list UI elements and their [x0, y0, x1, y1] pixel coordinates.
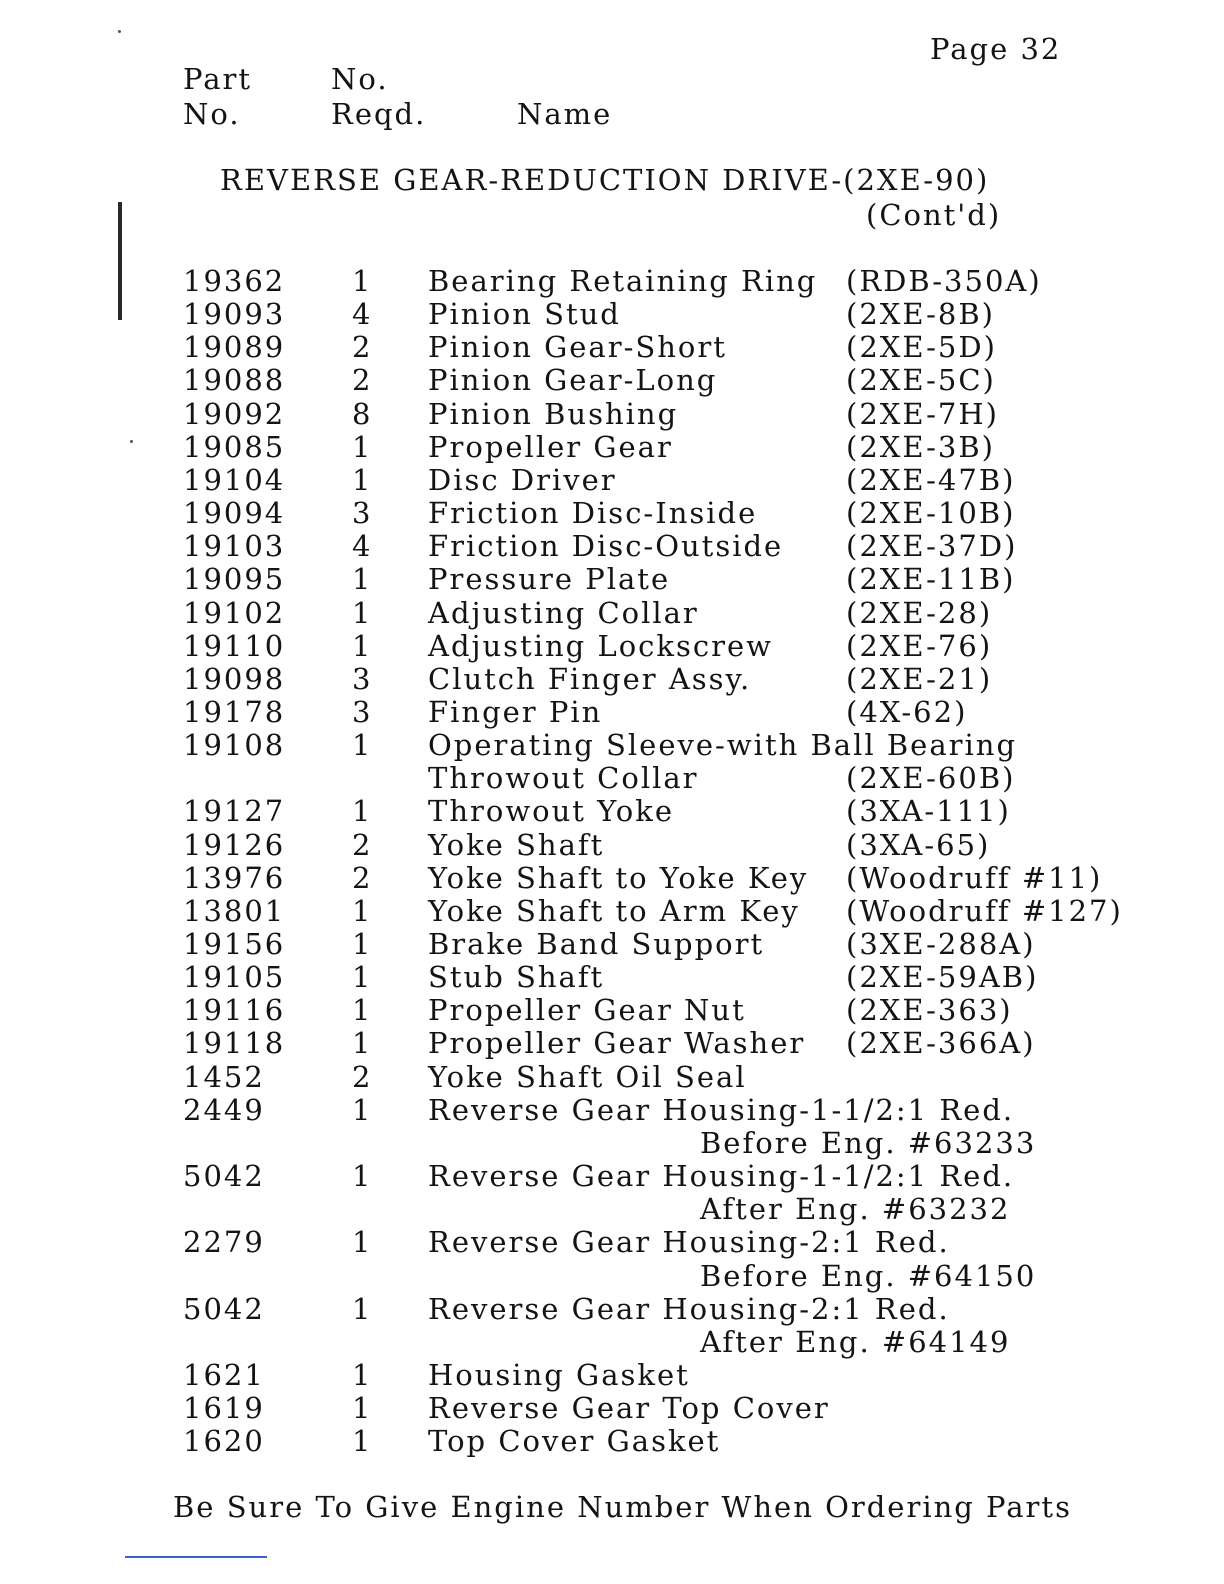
part-name: Pinion Gear-Long — [428, 363, 718, 398]
part-number: 19156 — [183, 927, 286, 961]
part-reference: (Woodruff #11) — [846, 860, 1103, 895]
quantity-required: 3 — [352, 694, 373, 729]
quantity-required: 1 — [352, 429, 373, 464]
part-reference: (2XE-8B) — [846, 297, 995, 332]
header-part-line1: Part — [183, 62, 253, 96]
table-row — [0, 761, 1224, 794]
quantity-required: 1 — [352, 1291, 373, 1326]
part-name: Propeller Gear Nut — [428, 993, 746, 1028]
part-number: 1452 — [183, 1059, 265, 1094]
section-continued: (Cont'd) — [866, 198, 1002, 232]
part-name: Reverse Gear Housing-1-1/2:1 Red. — [428, 1159, 1015, 1194]
part-name: Pinion Gear-Short — [428, 330, 727, 365]
part-reference: (RDB-350A) — [846, 264, 1042, 298]
table-row — [0, 1026, 1224, 1059]
header-reqd-line2: Reqd. — [331, 97, 427, 131]
quantity-required: 2 — [352, 363, 373, 398]
part-reference: (2XE-5C) — [846, 363, 996, 398]
engine-note: Before Eng. #63233 — [700, 1125, 1037, 1160]
table-row — [0, 297, 1224, 330]
part-name: Throwout Yoke — [428, 794, 674, 829]
table-row — [0, 1391, 1224, 1424]
part-number: 19126 — [183, 827, 286, 862]
part-reference: (3XE-288A) — [846, 927, 1036, 961]
part-number: 2279 — [183, 1225, 265, 1260]
part-reference: (2XE-10B) — [846, 496, 1016, 531]
quantity-required: 4 — [352, 529, 373, 564]
quantity-required: 1 — [352, 1026, 373, 1061]
part-number: 19118 — [183, 1026, 286, 1061]
part-number: 19108 — [183, 728, 286, 763]
table-row — [0, 629, 1224, 662]
table-row — [0, 861, 1224, 894]
part-number: 19092 — [183, 396, 286, 431]
engine-note: Before Eng. #64150 — [700, 1258, 1037, 1293]
part-number: 19103 — [183, 529, 286, 564]
part-reference: (2XE-60B) — [846, 761, 1016, 796]
quantity-required: 1 — [352, 562, 373, 597]
engine-note: After Eng. #64149 — [700, 1324, 1011, 1359]
part-name: Yoke Shaft to Yoke Key — [428, 860, 809, 895]
part-number: 19178 — [183, 694, 286, 729]
part-name: Pinion Bushing — [428, 396, 679, 431]
part-name: Stub Shaft — [428, 960, 605, 995]
part-number: 19085 — [183, 429, 286, 464]
quantity-required: 1 — [352, 960, 373, 995]
part-number: 1621 — [183, 1357, 265, 1392]
part-reference: (3XA-65) — [846, 827, 991, 862]
part-reference: (2XE-366A) — [846, 1026, 1036, 1061]
quantity-required: 2 — [352, 860, 373, 895]
page-number: Page 32 — [930, 32, 1062, 66]
part-name: Friction Disc-Outside — [428, 529, 784, 564]
table-row — [0, 960, 1224, 993]
part-reference: (Woodruff #127) — [846, 893, 1123, 928]
part-name: Reverse Gear Housing-2:1 Red. — [428, 1291, 950, 1326]
table-row — [0, 662, 1224, 695]
part-number: 2449 — [183, 1092, 265, 1127]
quantity-required: 1 — [352, 628, 373, 663]
part-number: 19362 — [183, 264, 286, 298]
table-row — [0, 1159, 1224, 1192]
table-row — [0, 728, 1224, 761]
part-reference: (2XE-59AB) — [846, 960, 1039, 995]
part-name: Reverse Gear Top Cover — [428, 1391, 830, 1426]
table-row — [0, 1225, 1224, 1258]
table-row — [0, 330, 1224, 363]
part-number: 5042 — [183, 1159, 265, 1194]
scan-speck — [118, 30, 121, 33]
quantity-required: 8 — [352, 396, 373, 431]
quantity-required: 1 — [352, 993, 373, 1028]
part-number: 1619 — [183, 1391, 265, 1426]
table-row — [0, 993, 1224, 1026]
part-name: Friction Disc-Inside — [428, 496, 758, 531]
table-row — [0, 1126, 1224, 1159]
part-number: 19110 — [183, 628, 286, 663]
part-name: Housing Gasket — [428, 1357, 690, 1392]
part-reference: (2XE-11B) — [846, 562, 1016, 597]
part-name: Throwout Collar — [428, 761, 699, 796]
part-name: Yoke Shaft — [428, 827, 605, 862]
part-name: Clutch Finger Assy. — [428, 661, 752, 696]
table-row — [0, 363, 1224, 396]
part-name: Yoke Shaft to Arm Key — [428, 893, 800, 928]
part-number: 19088 — [183, 363, 286, 398]
part-reference: (3XA-111) — [846, 794, 1011, 829]
part-name: Disc Driver — [428, 462, 617, 497]
quantity-required: 2 — [352, 330, 373, 365]
quantity-required: 1 — [352, 728, 373, 763]
part-name: Top Cover Gasket — [428, 1424, 721, 1459]
part-number: 13976 — [183, 860, 286, 895]
table-row — [0, 1292, 1224, 1325]
quantity-required: 2 — [352, 1059, 373, 1094]
quantity-required: 1 — [352, 1225, 373, 1260]
quantity-required: 1 — [352, 1357, 373, 1392]
table-row — [0, 1060, 1224, 1093]
quantity-required: 3 — [352, 496, 373, 531]
table-row — [0, 1358, 1224, 1391]
header-name: Name — [517, 97, 613, 131]
quantity-required: 3 — [352, 661, 373, 696]
part-number: 1620 — [183, 1424, 265, 1459]
header-reqd-line1: No. — [331, 62, 389, 96]
table-row — [0, 794, 1224, 827]
part-reference: (2XE-76) — [846, 628, 993, 663]
part-number: 19127 — [183, 794, 286, 829]
part-name: Reverse Gear Housing-1-1/2:1 Red. — [428, 1092, 1015, 1127]
part-reference: (2XE-37D) — [846, 529, 1018, 564]
part-name: Adjusting Collar — [428, 595, 699, 630]
table-row — [0, 1192, 1224, 1225]
table-row — [0, 1259, 1224, 1292]
table-row — [0, 463, 1224, 496]
table-row — [0, 1093, 1224, 1126]
quantity-required: 1 — [352, 1092, 373, 1127]
part-name: Brake Band Support — [428, 927, 765, 961]
quantity-required: 1 — [352, 927, 373, 961]
part-name: Pinion Stud — [428, 297, 621, 332]
table-row — [0, 828, 1224, 861]
quantity-required: 1 — [352, 595, 373, 630]
part-name: Operating Sleeve-with Ball Bearing — [428, 728, 1018, 763]
part-number: 19094 — [183, 496, 286, 531]
part-name: Propeller Gear Washer — [428, 1026, 806, 1061]
part-number: 19089 — [183, 330, 286, 365]
quantity-required: 4 — [352, 297, 373, 332]
part-name: Finger Pin — [428, 694, 603, 729]
part-name: Propeller Gear — [428, 429, 673, 464]
part-name: Yoke Shaft Oil Seal — [428, 1059, 747, 1094]
part-reference: (2XE-21) — [846, 661, 993, 696]
table-row — [0, 1424, 1224, 1457]
table-row — [0, 927, 1224, 960]
quantity-required: 1 — [352, 264, 373, 298]
part-reference: (2XE-47B) — [846, 462, 1016, 497]
section-title: REVERSE GEAR-REDUCTION DRIVE-(2XE-90) — [220, 163, 990, 197]
quantity-required: 1 — [352, 1391, 373, 1426]
table-row — [0, 596, 1224, 629]
part-reference: (2XE-7H) — [846, 396, 999, 431]
part-number: 13801 — [183, 893, 286, 928]
part-number: 5042 — [183, 1291, 265, 1326]
quantity-required: 1 — [352, 794, 373, 829]
quantity-required: 1 — [352, 1424, 373, 1459]
part-reference: (2XE-363) — [846, 993, 1013, 1028]
part-name: Reverse Gear Housing-2:1 Red. — [428, 1225, 950, 1260]
part-number: 19098 — [183, 661, 286, 696]
quantity-required: 1 — [352, 893, 373, 928]
header-part-line2: No. — [183, 97, 241, 131]
part-number: 19093 — [183, 297, 286, 332]
part-number: 19102 — [183, 595, 286, 630]
part-reference: (2XE-3B) — [846, 429, 995, 464]
table-row — [0, 397, 1224, 430]
part-name: Adjusting Lockscrew — [428, 628, 773, 663]
table-row — [0, 695, 1224, 728]
part-reference: (2XE-5D) — [846, 330, 997, 365]
part-number: 19116 — [183, 993, 286, 1028]
part-reference: (2XE-28) — [846, 595, 993, 630]
engine-note: After Eng. #63232 — [700, 1192, 1011, 1227]
quantity-required: 2 — [352, 827, 373, 862]
table-row — [0, 529, 1224, 562]
table-row — [0, 496, 1224, 529]
quantity-required: 1 — [352, 462, 373, 497]
table-row — [0, 894, 1224, 927]
part-reference: (4X-62) — [846, 694, 968, 729]
table-row — [0, 1325, 1224, 1358]
bottom-rule — [125, 1556, 267, 1558]
part-name: Pressure Plate — [428, 562, 671, 597]
part-number: 19105 — [183, 960, 286, 995]
table-row — [0, 264, 1224, 297]
quantity-required: 1 — [352, 1159, 373, 1194]
table-row — [0, 562, 1224, 595]
part-number: 19095 — [183, 562, 286, 597]
table-row — [0, 430, 1224, 463]
part-number: 19104 — [183, 462, 286, 497]
part-name: Bearing Retaining Ring — [428, 264, 818, 298]
footer-note: Be Sure To Give Engine Number When Ordering Parts — [173, 1490, 1072, 1524]
